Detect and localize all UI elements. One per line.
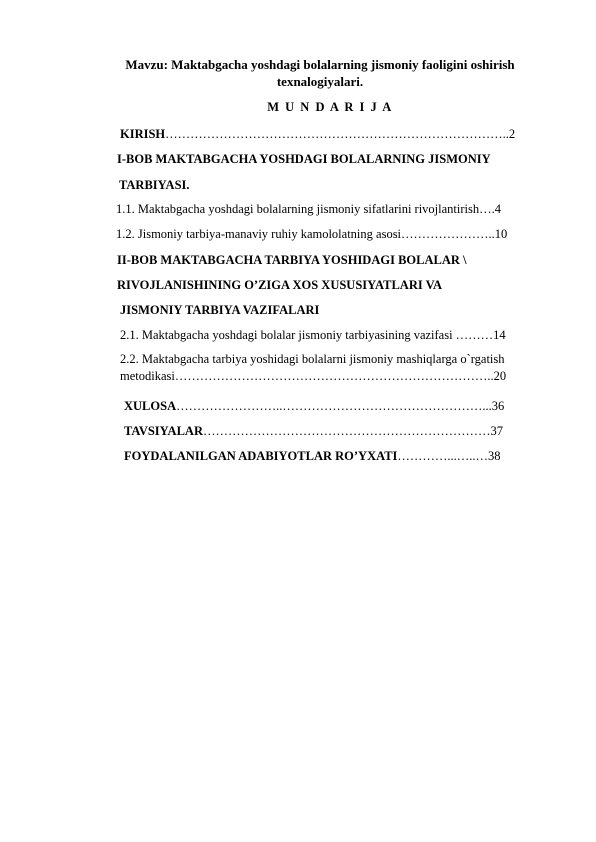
toc-label-foydalanilgan: FOYDALANILGAN ADABIYOTLAR RO’YXATI (124, 449, 398, 463)
toc-section-1-2: 1.2. Jismoniy tarbiya-manaviy ruhiy kamololatning asosi…………………..10 (116, 227, 508, 241)
toc-entry-tavsiyalar (124, 423, 503, 439)
toc-section-2-2-line-1: 2.2. Maktabgacha tarbiya yoshidagi bolalarni jismoniy mashiqlarga o`rgatish (120, 352, 505, 366)
toc-leader-kirish: ………………………………………………………………………..2 (165, 127, 516, 141)
toc-section-2-2-line-2: metodikasi…………………………………………………………………..20 (120, 369, 507, 383)
toc-entry-xulosa (124, 398, 504, 414)
toc-chapter-2-line-2: RIVOJLANISHINING O’ZIGA XOS XUSUSIYATLARI VA (117, 278, 443, 292)
toc-leader-tavsiyalar: ……………………………………………………………37 (202, 424, 503, 438)
toc-label-kirish: KIRISH (120, 127, 166, 141)
toc-section-2-1: 2.1. Maktabgacha yoshdagi bolalar jismoniy tarbiyasining vazifasi ………14 (120, 328, 506, 342)
toc-leader-foydalanilgan: …………...…..…38 (397, 449, 501, 463)
topic-title (100, 56, 540, 90)
toc-entry-foydalanilgan (124, 448, 501, 464)
toc-entry-kirish (120, 126, 515, 142)
toc-label-xulosa: XULOSA (124, 399, 177, 413)
toc-label-tavsiyalar: TAVSIYALAR (124, 424, 203, 438)
toc-section-1-1: 1.1. Maktabgacha yoshdagi bolalarning jismoniy sifatlarini rivojlantirish….4 (116, 202, 501, 216)
toc-chapter-2-line-3: JISMONIY TARBIYA VAZIFALARI (120, 303, 320, 317)
toc-chapter-2-line-1: II-BOB MAKTABGACHA TARBIYA YOSHIDAGI BOLALAR \ (117, 253, 467, 267)
topic-line-2: texnalogiyalari. (276, 74, 364, 89)
contents-heading: M U N D A R I J A (267, 100, 393, 114)
toc-chapter-1-line-2: TARBIYASI. (119, 178, 190, 192)
topic-line-1: Mavzu: Maktabgacha yoshdagi bolalarning jismoniy faoligini oshirish (125, 57, 515, 72)
toc-leader-xulosa: ……………………..…………………………………………...36 (176, 399, 505, 413)
toc-chapter-1-line-1: I-BOB MAKTABGACHA YOSHDAGI BOLALARNING JISMONIY (117, 152, 491, 166)
